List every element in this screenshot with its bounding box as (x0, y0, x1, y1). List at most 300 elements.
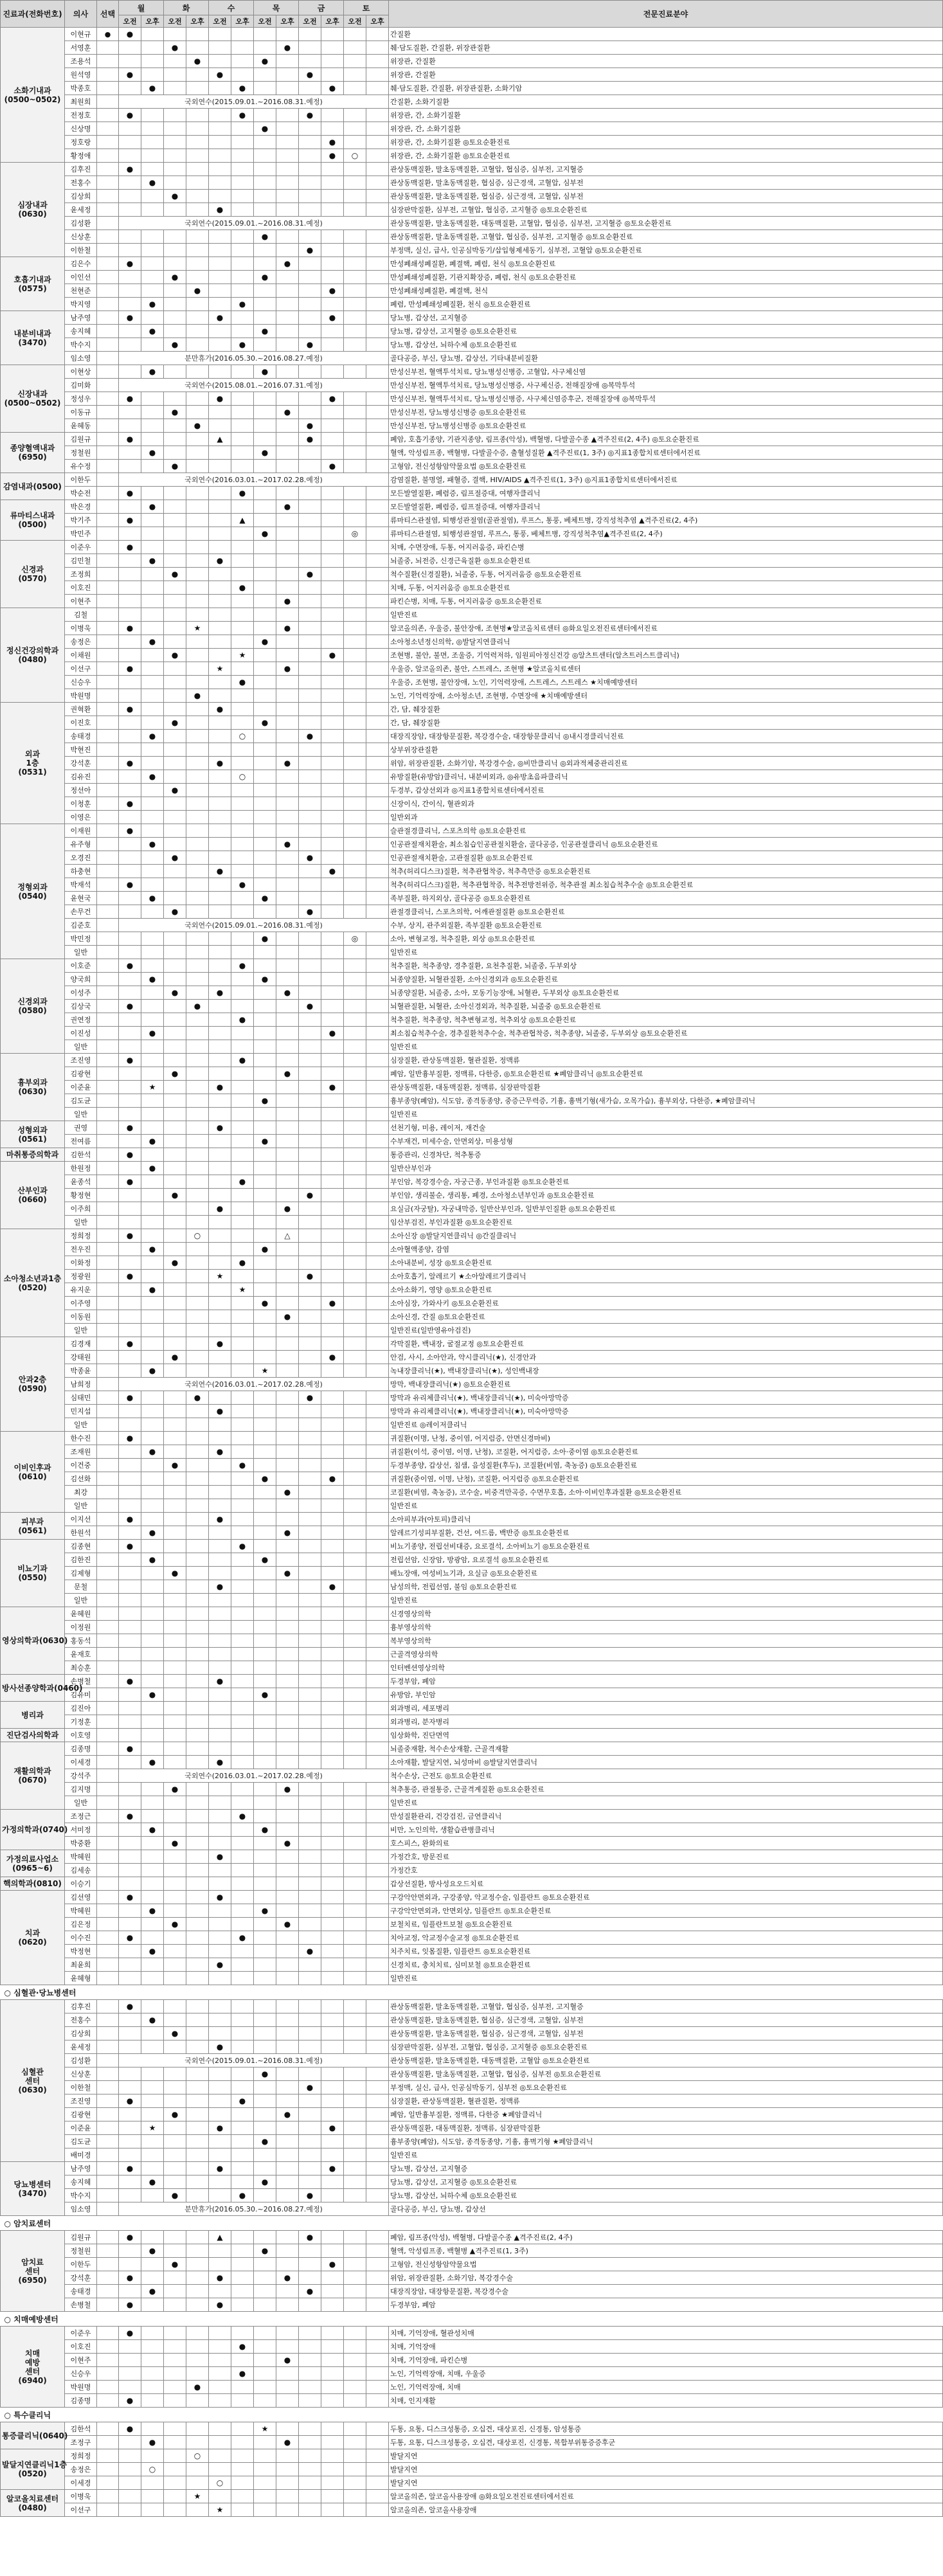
select-cell[interactable] (97, 1904, 119, 1918)
dept-name: 영상의학과(0630) (1, 1607, 65, 1675)
select-cell[interactable] (97, 136, 119, 149)
select-cell[interactable] (97, 41, 119, 55)
session-cell (366, 770, 389, 784)
select-cell[interactable] (97, 1945, 119, 1958)
session-cell (186, 2148, 209, 2162)
select-cell[interactable] (97, 2503, 119, 2517)
session-cell (321, 1256, 344, 1270)
session-cell: ● (119, 28, 141, 41)
doctor-row (1, 1391, 943, 1405)
session-cell (231, 1310, 254, 1324)
session-cell (119, 1904, 141, 1918)
session-cell (299, 514, 321, 527)
select-cell[interactable] (97, 1270, 119, 1283)
select-cell[interactable] (97, 1688, 119, 1702)
select-cell[interactable] (97, 2135, 119, 2148)
select-cell[interactable] (97, 1405, 119, 1418)
select-cell[interactable] (97, 1918, 119, 1931)
select-cell[interactable] (97, 176, 119, 190)
select-cell[interactable] (97, 1729, 119, 1742)
select-cell[interactable] (97, 2271, 119, 2285)
select-cell[interactable] (97, 2000, 119, 2013)
session-cell (119, 851, 141, 865)
select-cell[interactable] (97, 824, 119, 838)
select-cell[interactable] (97, 1283, 119, 1297)
session-cell (321, 1783, 344, 1796)
select-cell[interactable] (97, 554, 119, 568)
select-cell[interactable] (97, 2354, 119, 2367)
select-cell[interactable] (97, 1013, 119, 1027)
select-cell[interactable] (97, 973, 119, 986)
select-cell[interactable] (97, 1675, 119, 1688)
select-cell[interactable] (97, 2244, 119, 2258)
doctor-name: 김종명 (65, 2394, 97, 2408)
session-cell (366, 824, 389, 838)
select-cell[interactable] (97, 433, 119, 446)
select-cell[interactable] (97, 2121, 119, 2135)
select-cell[interactable] (97, 2285, 119, 2298)
session-cell (231, 2258, 254, 2271)
session-cell (164, 1054, 186, 1067)
session-cell (321, 1972, 344, 1985)
select-cell[interactable] (97, 811, 119, 824)
session-cell (141, 1837, 164, 1850)
session-cell (254, 1432, 276, 1445)
select-cell[interactable] (97, 1229, 119, 1243)
session-cell (186, 1796, 209, 1810)
select-cell[interactable] (97, 1297, 119, 1310)
select-cell[interactable] (97, 1175, 119, 1189)
select-cell[interactable] (97, 149, 119, 163)
select-cell[interactable] (97, 2422, 119, 2436)
select-cell[interactable] (97, 797, 119, 811)
select-cell[interactable] (97, 1256, 119, 1270)
session-cell (141, 568, 164, 581)
select-cell[interactable] (97, 1607, 119, 1621)
session-cell: ● (209, 2121, 231, 2135)
session-cell (366, 2327, 389, 2340)
select-cell[interactable] (97, 257, 119, 271)
doctor-name: 이한철 (65, 2081, 97, 2094)
session-cell (276, 1661, 299, 1675)
select-cell[interactable] (97, 2148, 119, 2162)
session-cell (344, 1054, 366, 1067)
select-cell[interactable] (97, 2367, 119, 2381)
select-cell[interactable] (97, 1027, 119, 1040)
session-cell (186, 635, 209, 649)
doctor-name: 이현규 (65, 28, 97, 41)
leave-note: 국외연수(2015.08.01.~2016.07.31.예정) (119, 379, 389, 392)
specialty-text: 척수손상, 근전도 ◎토요순환진료 (389, 1769, 943, 1783)
specialty-text: 치매, 수면장애, 두통, 어지러움증, 파킨슨병 (389, 541, 943, 554)
select-cell[interactable] (97, 365, 119, 379)
select-cell[interactable] (97, 2463, 119, 2476)
session-cell (299, 1148, 321, 1162)
session-cell (366, 1594, 389, 1607)
doctor-row (1, 1675, 943, 1688)
session-cell (119, 460, 141, 473)
select-cell[interactable] (97, 460, 119, 473)
select-cell[interactable] (97, 662, 119, 676)
select-cell[interactable] (97, 284, 119, 298)
select-cell[interactable] (97, 757, 119, 770)
select-cell[interactable] (97, 2162, 119, 2175)
select-cell[interactable] (97, 1661, 119, 1675)
select-cell[interactable] (97, 419, 119, 433)
session-cell (119, 1310, 141, 1324)
doctor-row (1, 1418, 943, 1432)
session-cell (254, 2503, 276, 2517)
select-cell[interactable] (97, 514, 119, 527)
select-cell[interactable] (97, 1243, 119, 1256)
session-cell (254, 2449, 276, 2463)
select-cell[interactable] (97, 271, 119, 284)
select-cell[interactable] (97, 1567, 119, 1580)
specialty-text: 배뇨장애, 여성비뇨기과, 요실금 ◎토요순환진료 (389, 1567, 943, 1580)
select-cell[interactable] (97, 1418, 119, 1432)
session-cell (321, 973, 344, 986)
select-cell[interactable] (97, 932, 119, 946)
session-cell (344, 1135, 366, 1148)
select-cell[interactable] (97, 2013, 119, 2027)
select-cell[interactable] (97, 1796, 119, 1810)
session-cell (164, 109, 186, 122)
session-cell (254, 2189, 276, 2202)
select-cell[interactable] (97, 298, 119, 311)
session-cell (186, 1405, 209, 1418)
select-cell[interactable] (97, 1715, 119, 1729)
session-cell (299, 1027, 321, 1040)
session-cell: ● (231, 1054, 254, 1067)
session-cell (276, 2422, 299, 2436)
session-cell (186, 1688, 209, 1702)
doctor-row (1, 1108, 943, 1121)
select-cell[interactable] (97, 487, 119, 500)
select-cell[interactable] (97, 190, 119, 203)
session-cell (164, 811, 186, 824)
select-cell[interactable] (97, 1337, 119, 1351)
select-cell[interactable] (97, 1850, 119, 1864)
select-cell[interactable] (97, 649, 119, 662)
session-cell: ● (276, 1202, 299, 1216)
select-cell[interactable] (97, 1837, 119, 1850)
session-cell: ● (119, 257, 141, 271)
session-cell (321, 851, 344, 865)
session-cell (186, 433, 209, 446)
select-cell[interactable] (97, 1864, 119, 1877)
select-cell[interactable] (97, 1040, 119, 1054)
session-cell (119, 689, 141, 703)
select-cell[interactable] (97, 865, 119, 878)
select-cell[interactable] (97, 2231, 119, 2244)
session-cell (164, 1000, 186, 1013)
session-cell (321, 1000, 344, 1013)
doctor-name: 이준윤 (65, 1081, 97, 1094)
session-cell (119, 1324, 141, 1337)
session-cell (344, 2148, 366, 2162)
session-cell (186, 325, 209, 338)
session-cell (299, 1175, 321, 1189)
select-cell[interactable] (97, 743, 119, 757)
select-cell[interactable] (97, 163, 119, 176)
select-cell[interactable] (97, 2436, 119, 2449)
select-cell[interactable] (97, 851, 119, 865)
session-cell (366, 1756, 389, 1769)
session-cell (254, 1108, 276, 1121)
select-cell[interactable] (97, 1756, 119, 1769)
session-cell (164, 1337, 186, 1351)
session-cell (299, 122, 321, 136)
doctor-name: 김성환 (65, 2054, 97, 2067)
session-cell: ● (209, 2298, 231, 2312)
session-cell (186, 1067, 209, 1081)
select-cell[interactable] (97, 1121, 119, 1135)
select-cell[interactable] (97, 1459, 119, 1472)
select-cell[interactable] (97, 392, 119, 406)
select-cell[interactable] (97, 1148, 119, 1162)
specialty-text: 신경치료, 충치치료, 심미보철 ◎토요순환진료 (389, 1958, 943, 1972)
select-cell[interactable] (97, 730, 119, 743)
session-cell (209, 1688, 231, 1702)
session-cell: ● (231, 1931, 254, 1945)
session-cell (164, 595, 186, 608)
select-cell[interactable] (97, 122, 119, 136)
select-cell[interactable] (97, 1486, 119, 1499)
select-cell[interactable] (97, 1634, 119, 1648)
select-cell[interactable] (97, 892, 119, 905)
select-cell[interactable] (97, 2476, 119, 2490)
select-cell[interactable] (97, 581, 119, 595)
session-cell (321, 1162, 344, 1175)
select-cell[interactable] (97, 635, 119, 649)
session-cell: ● (276, 757, 299, 770)
select-cell[interactable] (97, 338, 119, 352)
select-cell[interactable] (97, 676, 119, 689)
select-cell[interactable] (97, 230, 119, 244)
select-cell[interactable]: ● (97, 28, 119, 41)
select-cell[interactable] (97, 2067, 119, 2081)
select-cell[interactable] (97, 2449, 119, 2463)
select-cell[interactable] (97, 68, 119, 82)
select-cell[interactable] (97, 2081, 119, 2094)
select-cell[interactable] (97, 2189, 119, 2202)
session-cell: ● (164, 905, 186, 919)
session-cell (254, 662, 276, 676)
session-cell (344, 2067, 366, 2081)
select-cell[interactable] (97, 1742, 119, 1756)
select-cell[interactable] (97, 1580, 119, 1594)
dept-name: 가정의료사업소 (0965~6) (1, 1850, 65, 1877)
session-cell (299, 1094, 321, 1108)
select-cell[interactable] (97, 1135, 119, 1148)
select-cell[interactable] (97, 2040, 119, 2054)
session-cell (321, 2285, 344, 2298)
select-cell[interactable] (97, 689, 119, 703)
select-cell[interactable] (97, 1310, 119, 1324)
select-cell[interactable] (97, 1648, 119, 1661)
select-cell[interactable] (97, 608, 119, 622)
select-cell[interactable] (97, 1432, 119, 1445)
select-cell[interactable] (97, 716, 119, 730)
session-cell: ● (231, 1256, 254, 1270)
select-cell[interactable] (97, 2340, 119, 2354)
select-cell[interactable] (97, 55, 119, 68)
select-cell[interactable] (97, 1054, 119, 1067)
select-cell[interactable] (97, 1972, 119, 1985)
session-cell (276, 1931, 299, 1945)
select-cell[interactable] (97, 1108, 119, 1121)
select-cell[interactable] (97, 1594, 119, 1607)
select-cell[interactable] (97, 622, 119, 635)
specialty-text: 선천기형, 미용, 레이저, 재건술 (389, 1121, 943, 1135)
select-cell[interactable] (97, 1067, 119, 1081)
select-cell[interactable] (97, 1877, 119, 1891)
select-cell[interactable] (97, 446, 119, 460)
session-cell (321, 2135, 344, 2148)
session-cell (119, 2367, 141, 2381)
specialty-text: 귀질환(중이염, 이명, 난청), 코질환, 어지럼증 ◎토요순환진료 (389, 1472, 943, 1486)
select-cell[interactable] (97, 2094, 119, 2108)
select-cell[interactable] (97, 406, 119, 419)
specialty-text: 척추통증, 관절통증, 근골격계질환 ◎토요순환진료 (389, 1783, 943, 1796)
select-cell[interactable] (97, 1202, 119, 1216)
select-cell[interactable] (97, 1499, 119, 1513)
select-cell[interactable] (97, 203, 119, 217)
specialty-text: 뇌졸중, 뇌전증, 신경근육질환 ◎토요순환진료 (389, 554, 943, 568)
select-cell[interactable] (97, 311, 119, 325)
select-cell[interactable] (97, 1472, 119, 1486)
select-cell[interactable] (97, 1810, 119, 1823)
select-cell[interactable] (97, 1094, 119, 1108)
select-cell[interactable] (97, 1364, 119, 1378)
session-cell (164, 82, 186, 95)
session-cell (366, 1891, 389, 1904)
session-cell (164, 757, 186, 770)
session-cell (119, 716, 141, 730)
doctor-name: 송정은 (65, 635, 97, 649)
select-cell[interactable] (97, 2258, 119, 2271)
select-cell[interactable] (97, 784, 119, 797)
session-cell (119, 1958, 141, 1972)
select-cell (97, 352, 119, 365)
doctor-row (1, 770, 943, 784)
session-cell (186, 1243, 209, 1256)
select-cell[interactable] (97, 2175, 119, 2189)
session-cell (164, 865, 186, 878)
select-cell[interactable] (97, 986, 119, 1000)
select-cell[interactable] (97, 1553, 119, 1567)
session-cell (186, 1702, 209, 1715)
select-cell[interactable] (97, 946, 119, 959)
select-cell[interactable] (97, 1931, 119, 1945)
session-cell (254, 1796, 276, 1810)
select-cell[interactable] (97, 1324, 119, 1337)
select-cell[interactable] (97, 1783, 119, 1796)
session-cell (231, 622, 254, 635)
session-cell (186, 1621, 209, 1634)
select-cell[interactable] (97, 1351, 119, 1364)
doctor-name: 전정호 (65, 109, 97, 122)
session-cell (276, 28, 299, 41)
select-cell[interactable] (97, 1526, 119, 1540)
select-cell[interactable] (97, 2298, 119, 2312)
select-cell[interactable] (97, 1162, 119, 1175)
select-cell[interactable] (97, 1081, 119, 1094)
select-cell[interactable] (97, 1891, 119, 1904)
select-cell[interactable] (97, 770, 119, 784)
session-cell (299, 1661, 321, 1675)
session-cell (276, 1688, 299, 1702)
select-cell[interactable] (97, 1445, 119, 1459)
specialty-text: 일반진료 ◎레이저클리닉 (389, 1418, 943, 1432)
select-cell[interactable] (97, 1958, 119, 1972)
select-cell[interactable] (97, 527, 119, 541)
select-cell[interactable] (97, 838, 119, 851)
select-cell[interactable] (97, 109, 119, 122)
session-cell (276, 1121, 299, 1135)
session-cell (254, 1459, 276, 1472)
select-cell[interactable] (97, 82, 119, 95)
select-cell[interactable] (97, 1391, 119, 1405)
doctor-row (1, 2040, 943, 2054)
select-cell[interactable] (97, 1702, 119, 1715)
select-cell[interactable] (97, 2027, 119, 2040)
select-cell[interactable] (97, 1823, 119, 1837)
session-cell: ● (119, 1229, 141, 1243)
session-cell (344, 122, 366, 136)
select-cell[interactable] (97, 1513, 119, 1526)
select-cell[interactable] (97, 1000, 119, 1013)
session-cell (321, 1607, 344, 1621)
session-cell (276, 797, 299, 811)
session-cell (209, 2067, 231, 2081)
session-cell (231, 365, 254, 379)
session-cell (299, 1364, 321, 1378)
select-cell[interactable] (97, 325, 119, 338)
select-cell[interactable] (97, 244, 119, 257)
doctor-row (1, 1283, 943, 1297)
select-cell[interactable] (97, 878, 119, 892)
select-cell[interactable] (97, 500, 119, 514)
select-cell[interactable] (97, 905, 119, 919)
select-cell[interactable] (97, 595, 119, 608)
session-cell (276, 298, 299, 311)
session-cell (366, 851, 389, 865)
select-cell[interactable] (97, 2490, 119, 2503)
select-cell[interactable] (97, 2327, 119, 2340)
select-cell[interactable] (97, 2381, 119, 2394)
session-cell (141, 1391, 164, 1405)
select-cell[interactable] (97, 703, 119, 716)
select-cell[interactable] (97, 541, 119, 554)
select-cell[interactable] (97, 2394, 119, 2408)
select-cell[interactable] (97, 568, 119, 581)
select-cell[interactable] (97, 2108, 119, 2121)
dept-name: 당뇨병센터 (3470) (1, 2162, 65, 2216)
section-label: ○ 암치료센터 (1, 2216, 943, 2231)
session-cell (321, 541, 344, 554)
select-cell[interactable] (97, 1216, 119, 1229)
session-cell: ● (254, 1243, 276, 1256)
session-cell (141, 784, 164, 797)
select-cell[interactable] (97, 1540, 119, 1553)
select-cell[interactable] (97, 1189, 119, 1202)
session-cell (209, 905, 231, 919)
session-cell (321, 2327, 344, 2340)
select-cell[interactable] (97, 959, 119, 973)
session-cell (276, 338, 299, 352)
select-cell[interactable] (97, 1621, 119, 1634)
